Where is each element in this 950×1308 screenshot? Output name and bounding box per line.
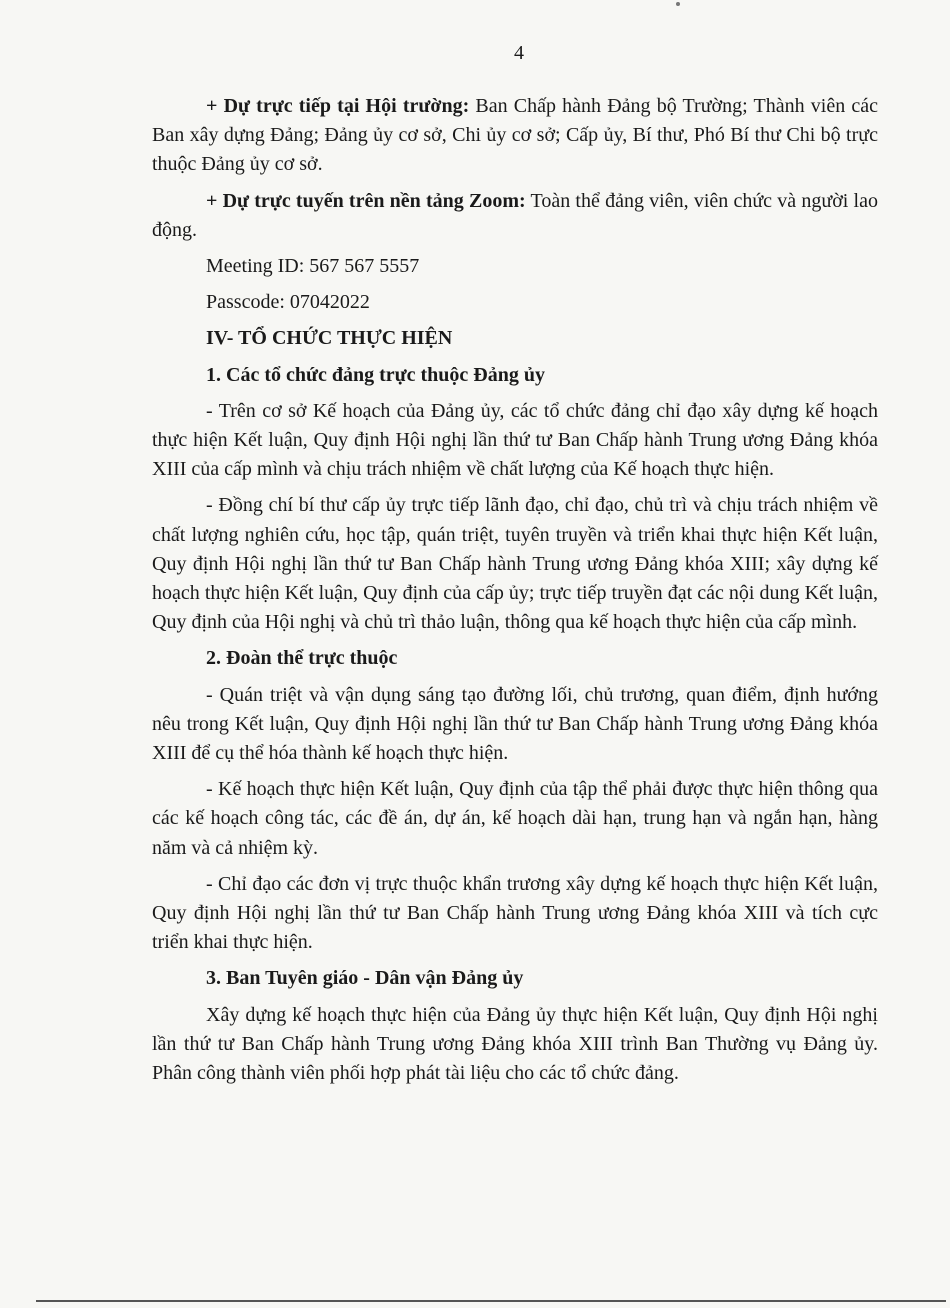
section-iv-heading: IV- TỔ CHỨC THỰC HIỆN xyxy=(206,327,453,350)
subsection-1-heading: 1. Các tổ chức đảng trực thuộc Đảng ủy xyxy=(206,363,545,386)
subsection-2-heading: 2. Đoàn thể trực thuộc xyxy=(206,647,398,670)
scan-edge-line xyxy=(36,1300,946,1302)
meeting-id: Meeting ID: 567 567 5557 xyxy=(206,255,420,278)
scan-speck xyxy=(676,2,680,6)
subsection-2-paragraph-1: - Quán triệt và vận dụng sáng tạo đường lối, chủ trương, quan điểm, định hướng nêu trong Kết luận, Quy định Hội nghị lần thứ tư Ban Chấp hành Trung ương Đảng khóa XIII để cụ thể hóa thành kế hoạch thực hiện. xyxy=(152,683,878,765)
page-number: 4 xyxy=(514,42,524,64)
passcode: Passcode: 07042022 xyxy=(206,291,370,314)
subsection-3-paragraph-1: Xây dựng kế hoạch thực hiện của Đảng ủy thực hiện Kết luận, Quy định Hội nghị lần thứ tư Ban Chấp hành Trung ương Đảng khóa XIII trình Ban Thường vụ Đảng ủy. Phân công thành viên phối hợp phát tài liệu cho các tổ chức đảng. xyxy=(152,1003,878,1085)
subsection-3-heading: 3. Ban Tuyên giáo - Dân vận Đảng ủy xyxy=(206,967,524,990)
online-text: Toàn thể đảng viên, viên chức và người lao động. xyxy=(152,189,878,241)
document-body xyxy=(152,92,878,1095)
attendance-in-person xyxy=(152,92,878,180)
attendance-online xyxy=(152,187,878,245)
in-person-text: Ban Chấp hành Đảng bộ Trường; Thành viên các Ban xây dựng Đảng; Đảng ủy cơ sở, Chi ủy cơ sở; Cấp ủy, Bí thư, Phó Bí thư Chi bộ trực thuộc Đảng ủy cơ sở. xyxy=(152,95,878,176)
subsection-2-paragraph-3: - Chỉ đạo các đơn vị trực thuộc khẩn trương xây dựng kế hoạch thực hiện Kết luận, Quy định Hội nghị lần thứ tư Ban Chấp hành Trung ương Đảng khóa XIII và tích cực triển khai thực hiện. xyxy=(152,872,878,954)
subsection-1-paragraph-2: - Đồng chí bí thư cấp ủy trực tiếp lãnh đạo, chỉ đạo, chủ trì và chịu trách nhiệm về chất lượng nghiên cứu, học tập, quán triệt, tuyên truyền và triển khai thực hiện Kết luận, Quy định Hội nghị lần thứ tư Ban Chấp hành Trung ương Đảng khóa XIII; xây dựng kế hoạch thực hiện Kết luận, Quy định của cấp ủy; trực tiếp truyền đạt các nội dung Kết luận, Quy định của Hội nghị và chủ trì thảo luận, thông qua kế hoạch thực hiện của cấp mình. xyxy=(152,494,878,634)
subsection-1-paragraph-1: - Trên cơ sở Kế hoạch của Đảng ủy, các tổ chức đảng chỉ đạo xây dựng kế hoạch thực hiện Kết luận, Quy định Hội nghị lần thứ tư Ban Chấp hành Trung ương Đảng khóa XIII của cấp mình và chịu trách nhiệm về chất lượng của Kế hoạch thực hiện. xyxy=(152,399,878,481)
online-label: + Dự trực tuyến trên nền tảng Zoom: xyxy=(206,189,526,212)
in-person-label: + Dự trực tiếp tại Hội trường: xyxy=(206,95,470,117)
subsection-2-paragraph-2: - Kế hoạch thực hiện Kết luận, Quy định của tập thể phải được thực hiện thông qua các kế hoạch công tác, các đề án, dự án, kế hoạch dài hạn, trung hạn và ngắn hạn, hàng năm và cả nhiệm kỳ. xyxy=(152,778,878,859)
